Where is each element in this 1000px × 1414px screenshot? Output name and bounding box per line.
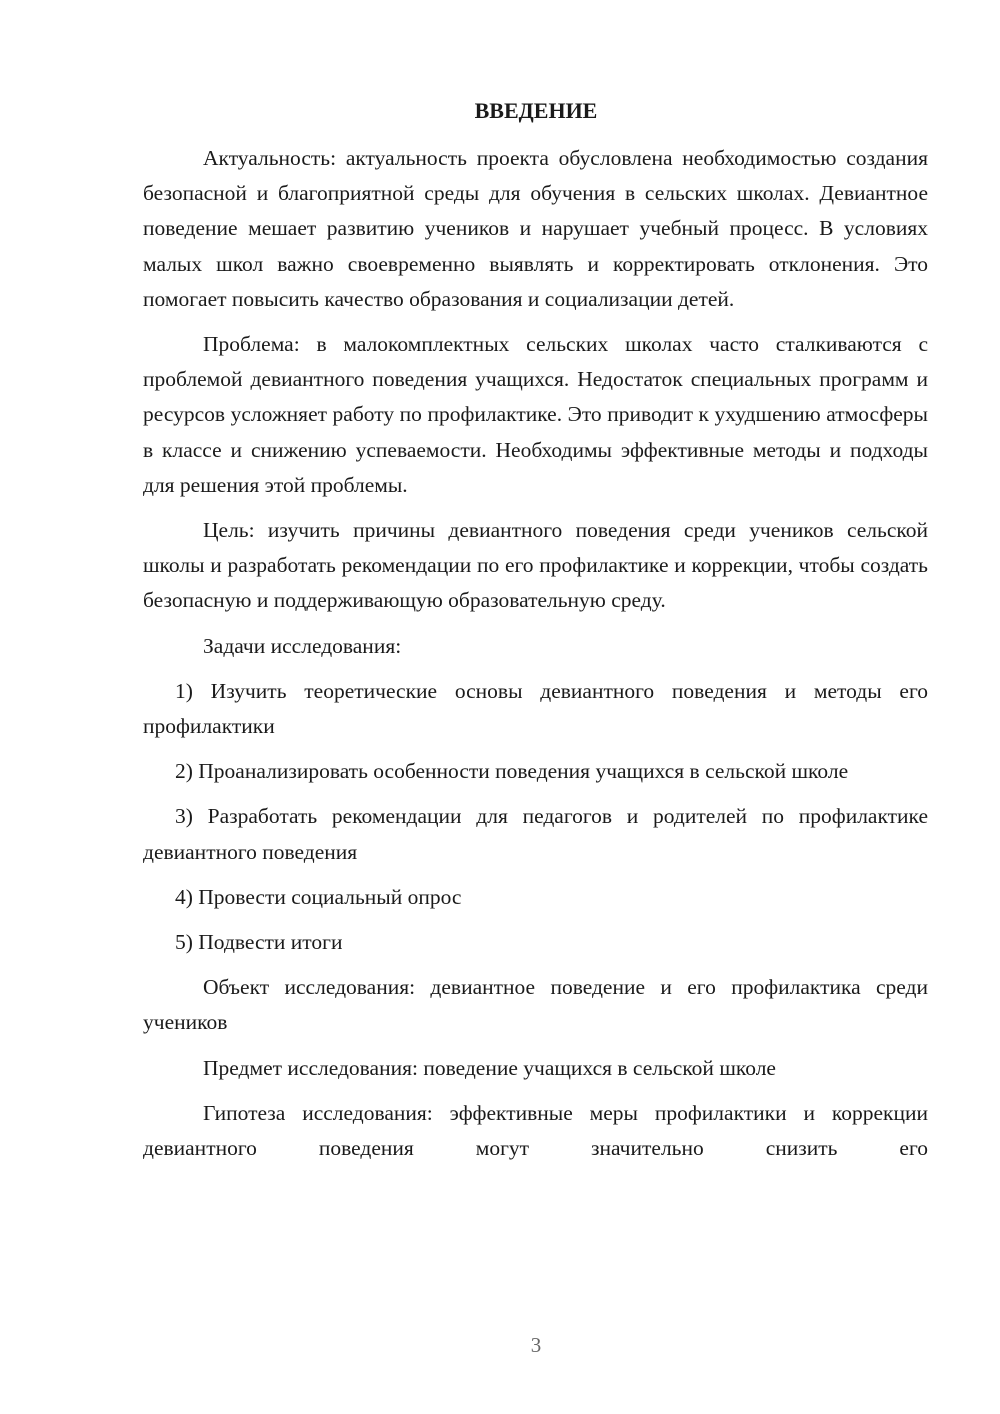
document-page [143, 95, 928, 1176]
paragraph-subject: Предмет исследования: поведение учащихся в сельской школе [203, 1055, 776, 1080]
tasks-heading: Задачи исследования: [203, 633, 402, 658]
task-item-5: 5) Подвести итоги [175, 930, 343, 955]
task-item-2: 2) Проанализировать особенности поведения учащихся в сельской школе [175, 759, 849, 784]
paragraph-object: Объект исследования: девиантное поведение и его профилактика среди учеников [143, 975, 928, 1035]
task-item-4: 4) Провести социальный опрос [175, 884, 462, 909]
page-number: 3 [530, 1333, 542, 1357]
paragraph-problem: Проблема: в малокомплектных сельских школах часто сталкиваются с проблемой девиантного поведения учащихся. Недостаток специальных программ и ресурсов усложняет работу по профилактике. Это приводит к ухудшению атмосферы в классе и снижению успеваемости. Необходимы эффективные методы и подходы для решения этой проблемы. [143, 332, 928, 497]
task-item-3: 3) Разработать рекомендации для педагогов и родителей по профилактике девиантного поведения [143, 804, 928, 864]
section-title: ВВЕДЕНИЕ [474, 98, 598, 123]
task-item-1: 1) Изучить теоретические основы девиантного поведения и методы его профилактики [143, 678, 928, 739]
paragraph-relevance: Актуальность: актуальность проекта обусловлена необходимостью создания безопасной и благоприятной среды для обучения в сельских школах. Девиантное поведение мешает развитию учеников и нарушает учебный процесс. В условиях малых школ важно своевременно выявлять и корректировать отклонения. Это помогает повысить качество образования и социализации детей. [143, 146, 928, 311]
paragraph-hypothesis: Гипотеза исследования: эффективные меры профилактики и коррекции девиантного поведения могут значительно снизить его [143, 1100, 928, 1161]
paragraph-goal: Цель: изучить причины девиантного поведения среди учеников сельской школы и разработать рекомендации по его профилактике и коррекции, чтобы создать безопасную и поддерживающую образовательную среду. [143, 518, 928, 613]
